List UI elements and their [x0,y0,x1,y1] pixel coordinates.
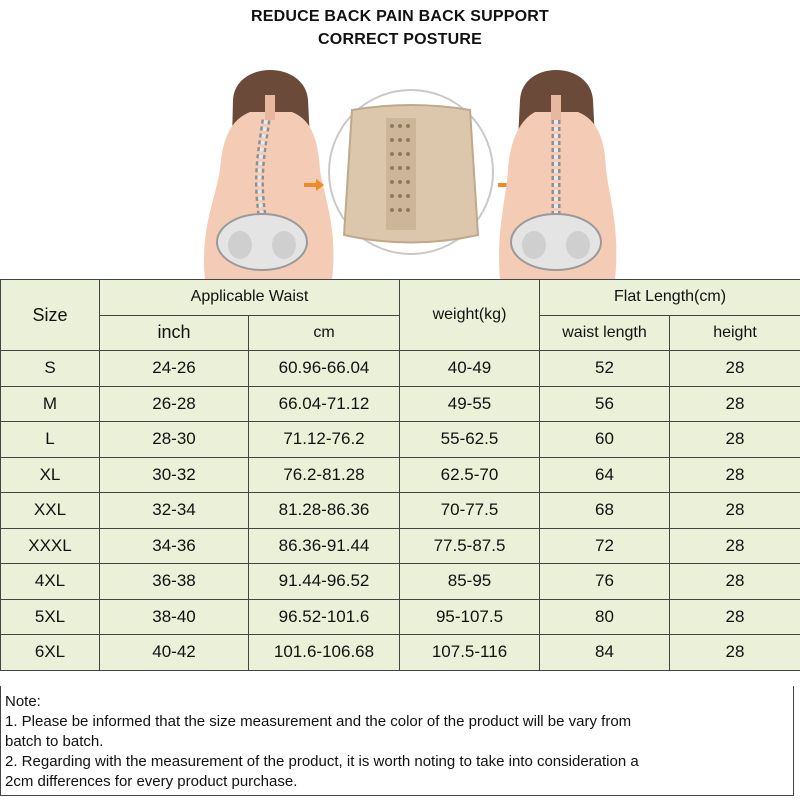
cell-inch: 38-40 [100,599,249,635]
table-row [1,564,800,600]
cell-inch: 26-28 [100,386,249,422]
cell-inch: 40-42 [100,635,249,671]
header-cm: cm [249,315,400,351]
cell-waist-length: 76 [540,564,670,600]
cell-waist-length: 56 [540,386,670,422]
cell-cm: 91.44-96.52 [249,564,400,600]
headline-line-2: CORRECT POSTURE [318,31,482,48]
cell-weight: 95-107.5 [400,599,540,635]
notes-line-4: 2cm differences for every product purchase. [5,773,298,790]
table-row [1,528,800,564]
right-figure-spine-after [499,70,616,280]
cell-weight: 49-55 [400,386,540,422]
cell-cm: 66.04-71.12 [249,386,400,422]
cell-inch: 36-38 [100,564,249,600]
cell-height: 28 [670,528,800,564]
header-flat-length: Flat Length(cm) [540,280,800,316]
cell-cm: 96.52-101.6 [249,599,400,635]
cell-height: 28 [670,599,800,635]
cell-size: S [1,351,100,387]
cell-inch: 24-26 [100,351,249,387]
cell-waist-length: 60 [540,422,670,458]
cell-inch: 34-36 [100,528,249,564]
cell-cm: 86.36-91.44 [249,528,400,564]
cell-weight: 85-95 [400,564,540,600]
cell-size: 4XL [1,564,100,600]
notes-line-1: 1. Please be informed that the size measurement and the color of the product will be vary from [5,713,632,730]
cell-weight: 55-62.5 [400,422,540,458]
cell-weight: 40-49 [400,351,540,387]
header-applicable-waist: Applicable Waist [100,280,400,316]
cell-size: XL [1,457,100,493]
cell-inch: 28-30 [100,422,249,458]
header-weight: weight(kg) [400,280,540,351]
cell-height: 28 [670,635,800,671]
cell-size: 6XL [1,635,100,671]
notes-heading: Note: [5,693,41,710]
cell-cm: 71.12-76.2 [249,422,400,458]
cell-height: 28 [670,422,800,458]
cell-height: 28 [670,493,800,529]
headline-line-1: REDUCE BACK PAIN BACK SUPPORT [251,8,549,25]
left-figure-spine-before [204,70,334,280]
cell-size: L [1,422,100,458]
table-row [1,635,800,671]
cell-cm: 60.96-66.04 [249,351,400,387]
cell-inch: 30-32 [100,457,249,493]
header-inch: inch [100,315,249,351]
cell-height: 28 [670,386,800,422]
table-header-row-1 [1,280,800,316]
cell-waist-length: 52 [540,351,670,387]
header-height: height [670,315,800,351]
cell-weight: 107.5-116 [400,635,540,671]
size-chart-table [0,279,800,671]
cell-weight: 70-77.5 [400,493,540,529]
cell-cm: 76.2-81.28 [249,457,400,493]
cell-size: M [1,386,100,422]
cell-waist-length: 80 [540,599,670,635]
header-waist-length: waist length [540,315,670,351]
cell-waist-length: 72 [540,528,670,564]
cell-waist-length: 68 [540,493,670,529]
cell-weight: 62.5-70 [400,457,540,493]
cell-cm: 81.28-86.36 [249,493,400,529]
cell-size: XXXL [1,528,100,564]
cell-weight: 77.5-87.5 [400,528,540,564]
notes-box [0,686,794,796]
cell-height: 28 [670,351,800,387]
cell-inch: 32-34 [100,493,249,529]
table-row [1,422,800,458]
cell-waist-length: 64 [540,457,670,493]
cell-height: 28 [670,457,800,493]
table-row [1,599,800,635]
notes-line-3: 2. Regarding with the measurement of the product, it is worth noting to take into consideration a [5,753,639,770]
waist-trainer-product-image [329,90,493,254]
table-row [1,351,800,387]
table-row [1,493,800,529]
table-row [1,457,800,493]
cell-height: 28 [670,564,800,600]
cell-size: XXL [1,493,100,529]
cell-waist-length: 84 [540,635,670,671]
cell-cm: 101.6-106.68 [249,635,400,671]
header-size: Size [1,280,100,351]
cell-size: 5XL [1,599,100,635]
table-row [1,386,800,422]
notes-line-2: batch to batch. [5,733,104,750]
